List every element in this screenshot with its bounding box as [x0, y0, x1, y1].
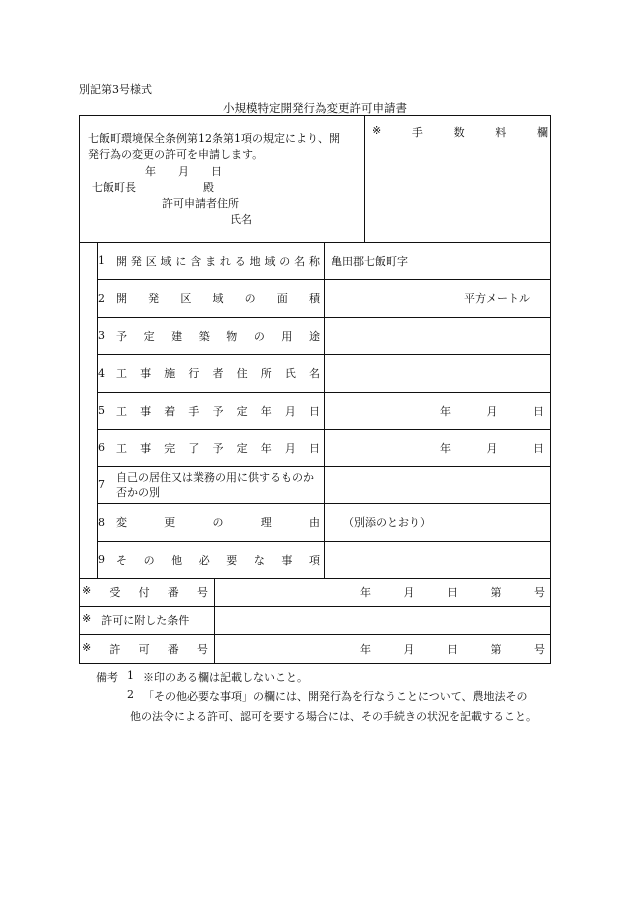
label-char: 予 — [212, 441, 224, 455]
label-char: 事 — [140, 404, 152, 418]
field-unit: 第 — [490, 643, 502, 656]
label-char: の — [244, 292, 256, 305]
label-char: 氏 — [284, 367, 296, 380]
row-number: 9 — [98, 553, 105, 566]
label-char: 区 — [180, 292, 192, 305]
row-label-8 — [98, 503, 324, 541]
application-text-2: 発行為の変更の許可を申請します。 — [88, 148, 264, 161]
label-char: 定 — [143, 329, 155, 343]
label-char: 名 — [309, 367, 320, 380]
label-char: 称 — [308, 254, 320, 268]
label-char: 他 — [171, 553, 183, 567]
office-row-label — [82, 612, 214, 628]
label-char: 定 — [236, 404, 248, 418]
label-char: な — [253, 553, 265, 567]
note-2-text-1: 「その他必要な事項」の欄には、開発行為を行なうことについて、農地法その — [143, 690, 528, 703]
label-char: 許可に附した条件 — [101, 614, 190, 627]
label-char: 定 — [236, 441, 248, 455]
section-divider — [79, 578, 551, 579]
row-label-9 — [98, 541, 324, 578]
label-char: 必 — [198, 553, 210, 567]
label-char: 事 — [140, 441, 152, 455]
label-char: 事 — [140, 367, 152, 380]
field-unit: 日 — [447, 586, 458, 599]
label-char: 完 — [164, 441, 176, 455]
row-number: 2 — [98, 291, 105, 305]
form-number: 別記第3号様式 — [79, 83, 152, 96]
label-char: 了 — [188, 441, 200, 455]
label-char: 途 — [308, 329, 320, 343]
row-label-text — [116, 552, 324, 568]
fee-column-divider — [364, 115, 365, 243]
label-char: の — [253, 329, 265, 343]
label-char: 月 — [284, 441, 296, 455]
fee-mark: ※ — [372, 124, 382, 137]
row-number: 6 — [98, 441, 105, 454]
label-char: 開 — [116, 292, 127, 305]
label-char: ※ — [82, 641, 92, 654]
row-label-4 — [98, 354, 324, 392]
date-unit: 年 — [440, 404, 451, 418]
row-label-2 — [98, 279, 324, 317]
row-value: （別添のとおり） — [343, 516, 431, 529]
row-label-5 — [98, 392, 324, 429]
label-char: 域 — [160, 254, 172, 268]
date-unit: 月 — [486, 441, 498, 455]
label-char: そ — [116, 553, 127, 567]
label-char: 工 — [116, 441, 127, 455]
field-unit: 号 — [534, 586, 545, 599]
label-char: 行 — [188, 367, 200, 380]
label-char: 月 — [284, 404, 296, 418]
row-label-text — [116, 403, 324, 419]
label-char: 変 — [116, 516, 127, 529]
label-char: 日 — [309, 404, 320, 418]
row-number: 3 — [98, 329, 105, 342]
label-char: 含 — [190, 254, 202, 268]
row-label-7 — [98, 466, 324, 503]
label-char: 可 — [138, 643, 150, 656]
date-unit: 年 — [440, 441, 451, 455]
fee-char: 欄 — [536, 126, 548, 139]
addressee-honorific: 殿 — [203, 181, 214, 194]
row-value: 平方メートル — [464, 292, 530, 305]
label-char: 者 — [212, 367, 224, 380]
row-number: 8 — [98, 515, 105, 529]
label-char: 地 — [249, 254, 261, 268]
applicant-address-label: 許可申請者住所 — [162, 197, 239, 210]
fee-char: 手 — [411, 126, 423, 139]
fee-char: 料 — [495, 126, 507, 139]
addressee-town: 七飯町長 — [92, 181, 136, 194]
label-char: ※ — [82, 584, 92, 597]
label-char: 受 — [109, 586, 121, 599]
note-2-text-2: 他の法令による許可、認可を要する場合には、その手続きの状況を記載すること。 — [130, 710, 537, 723]
label-char: 予 — [116, 329, 127, 343]
label-char: 年 — [260, 404, 272, 418]
label-char: 工 — [116, 367, 127, 380]
date-fields — [440, 440, 544, 456]
note-1-number: 1 — [127, 669, 134, 682]
row-number: 1 — [98, 254, 105, 267]
date-unit: 月 — [486, 404, 498, 418]
label-char: 施 — [164, 367, 176, 380]
label-char: 工 — [116, 404, 127, 418]
application-text-1: 七飯町環境保全条例第12条第1項の規定により、開 — [88, 132, 340, 145]
note-1-text: ※印のある欄は記載しないこと。 — [143, 671, 308, 684]
label-char: 付 — [138, 586, 150, 599]
label-char: 物 — [226, 329, 238, 343]
label-char: 許 — [109, 643, 121, 656]
label-char: 日 — [309, 441, 320, 455]
row-value: 亀田郡七飯町字 — [331, 254, 408, 268]
row-label-text: 自己の居住又は業務の用に供するものか否かの別 — [116, 470, 314, 499]
label-char: 築 — [198, 329, 210, 343]
label-char: 番 — [167, 586, 179, 599]
note-2-number: 2 — [127, 688, 134, 701]
field-unit: 月 — [403, 643, 415, 656]
label-char: 発 — [130, 254, 142, 268]
label-char: に — [175, 254, 187, 268]
label-char: 発 — [148, 292, 160, 305]
field-unit: 日 — [447, 643, 458, 656]
label-char: 面 — [276, 292, 288, 305]
notes-heading: 備考 — [96, 671, 118, 684]
label-char: れ — [219, 254, 231, 268]
document-title: 小規模特定開発行為変更許可申請書 — [223, 101, 407, 115]
fee-label — [372, 124, 548, 140]
label-char: 住 — [236, 367, 248, 380]
label-char: 由 — [309, 516, 320, 529]
field-unit: 年 — [360, 643, 371, 656]
row-divider — [79, 634, 551, 635]
label-char: 項 — [308, 553, 320, 567]
field-unit: 年 — [360, 586, 371, 599]
row-number: 5 — [98, 404, 105, 417]
label-char: 事 — [281, 553, 293, 567]
row-divider — [79, 606, 551, 607]
label-char: 理 — [260, 516, 272, 529]
label-char: ※ — [82, 612, 92, 625]
applicant-name-label: 氏名 — [230, 213, 252, 226]
number-fields — [360, 641, 545, 657]
label-char: の — [143, 553, 155, 567]
label-char: 名 — [294, 254, 306, 268]
application-date: 年 月 日 — [145, 165, 222, 178]
row-label-text — [116, 253, 324, 269]
label-char: る — [234, 254, 246, 268]
label-char: 号 — [196, 586, 208, 599]
date-unit: 日 — [533, 441, 544, 455]
label-char: 域 — [212, 292, 224, 305]
label-char: 建 — [171, 329, 183, 343]
label-char: 積 — [308, 292, 320, 305]
label-char: 年 — [260, 441, 272, 455]
row-label-text — [116, 514, 324, 530]
row-label-3 — [98, 317, 324, 354]
number-fields — [360, 584, 545, 600]
label-char: ま — [205, 254, 217, 268]
fee-char: 数 — [453, 126, 465, 139]
label-char: 要 — [226, 553, 238, 567]
column-divider — [214, 578, 215, 664]
field-unit: 第 — [490, 586, 502, 599]
field-unit: 月 — [403, 586, 415, 599]
date-fields — [440, 403, 544, 419]
field-unit: 号 — [534, 643, 545, 656]
label-char: 用 — [281, 329, 293, 343]
date-unit: 日 — [533, 404, 544, 418]
label-char: 着 — [164, 404, 176, 418]
row-label-text — [116, 328, 324, 344]
row-label-6 — [98, 429, 324, 466]
row-label-text — [116, 440, 324, 456]
row-label-1 — [98, 242, 324, 279]
label-char: 開 — [116, 254, 127, 268]
row-label-text — [116, 365, 324, 381]
label-char: の — [212, 516, 224, 529]
label-char: 更 — [164, 516, 176, 529]
label-char: 区 — [145, 254, 157, 268]
row-number: 4 — [98, 366, 105, 380]
column-divider — [324, 242, 325, 579]
label-char: 番 — [167, 643, 179, 656]
label-char: 所 — [260, 367, 272, 380]
label-char: 号 — [196, 643, 208, 656]
office-row-label — [82, 584, 214, 600]
label-char: 予 — [212, 404, 224, 418]
office-row-label — [82, 641, 214, 657]
label-char: の — [279, 254, 291, 268]
row-number: 7 — [98, 478, 105, 491]
label-char: 域 — [264, 254, 276, 268]
label-char: 手 — [188, 404, 200, 418]
row-label-text — [116, 290, 324, 306]
